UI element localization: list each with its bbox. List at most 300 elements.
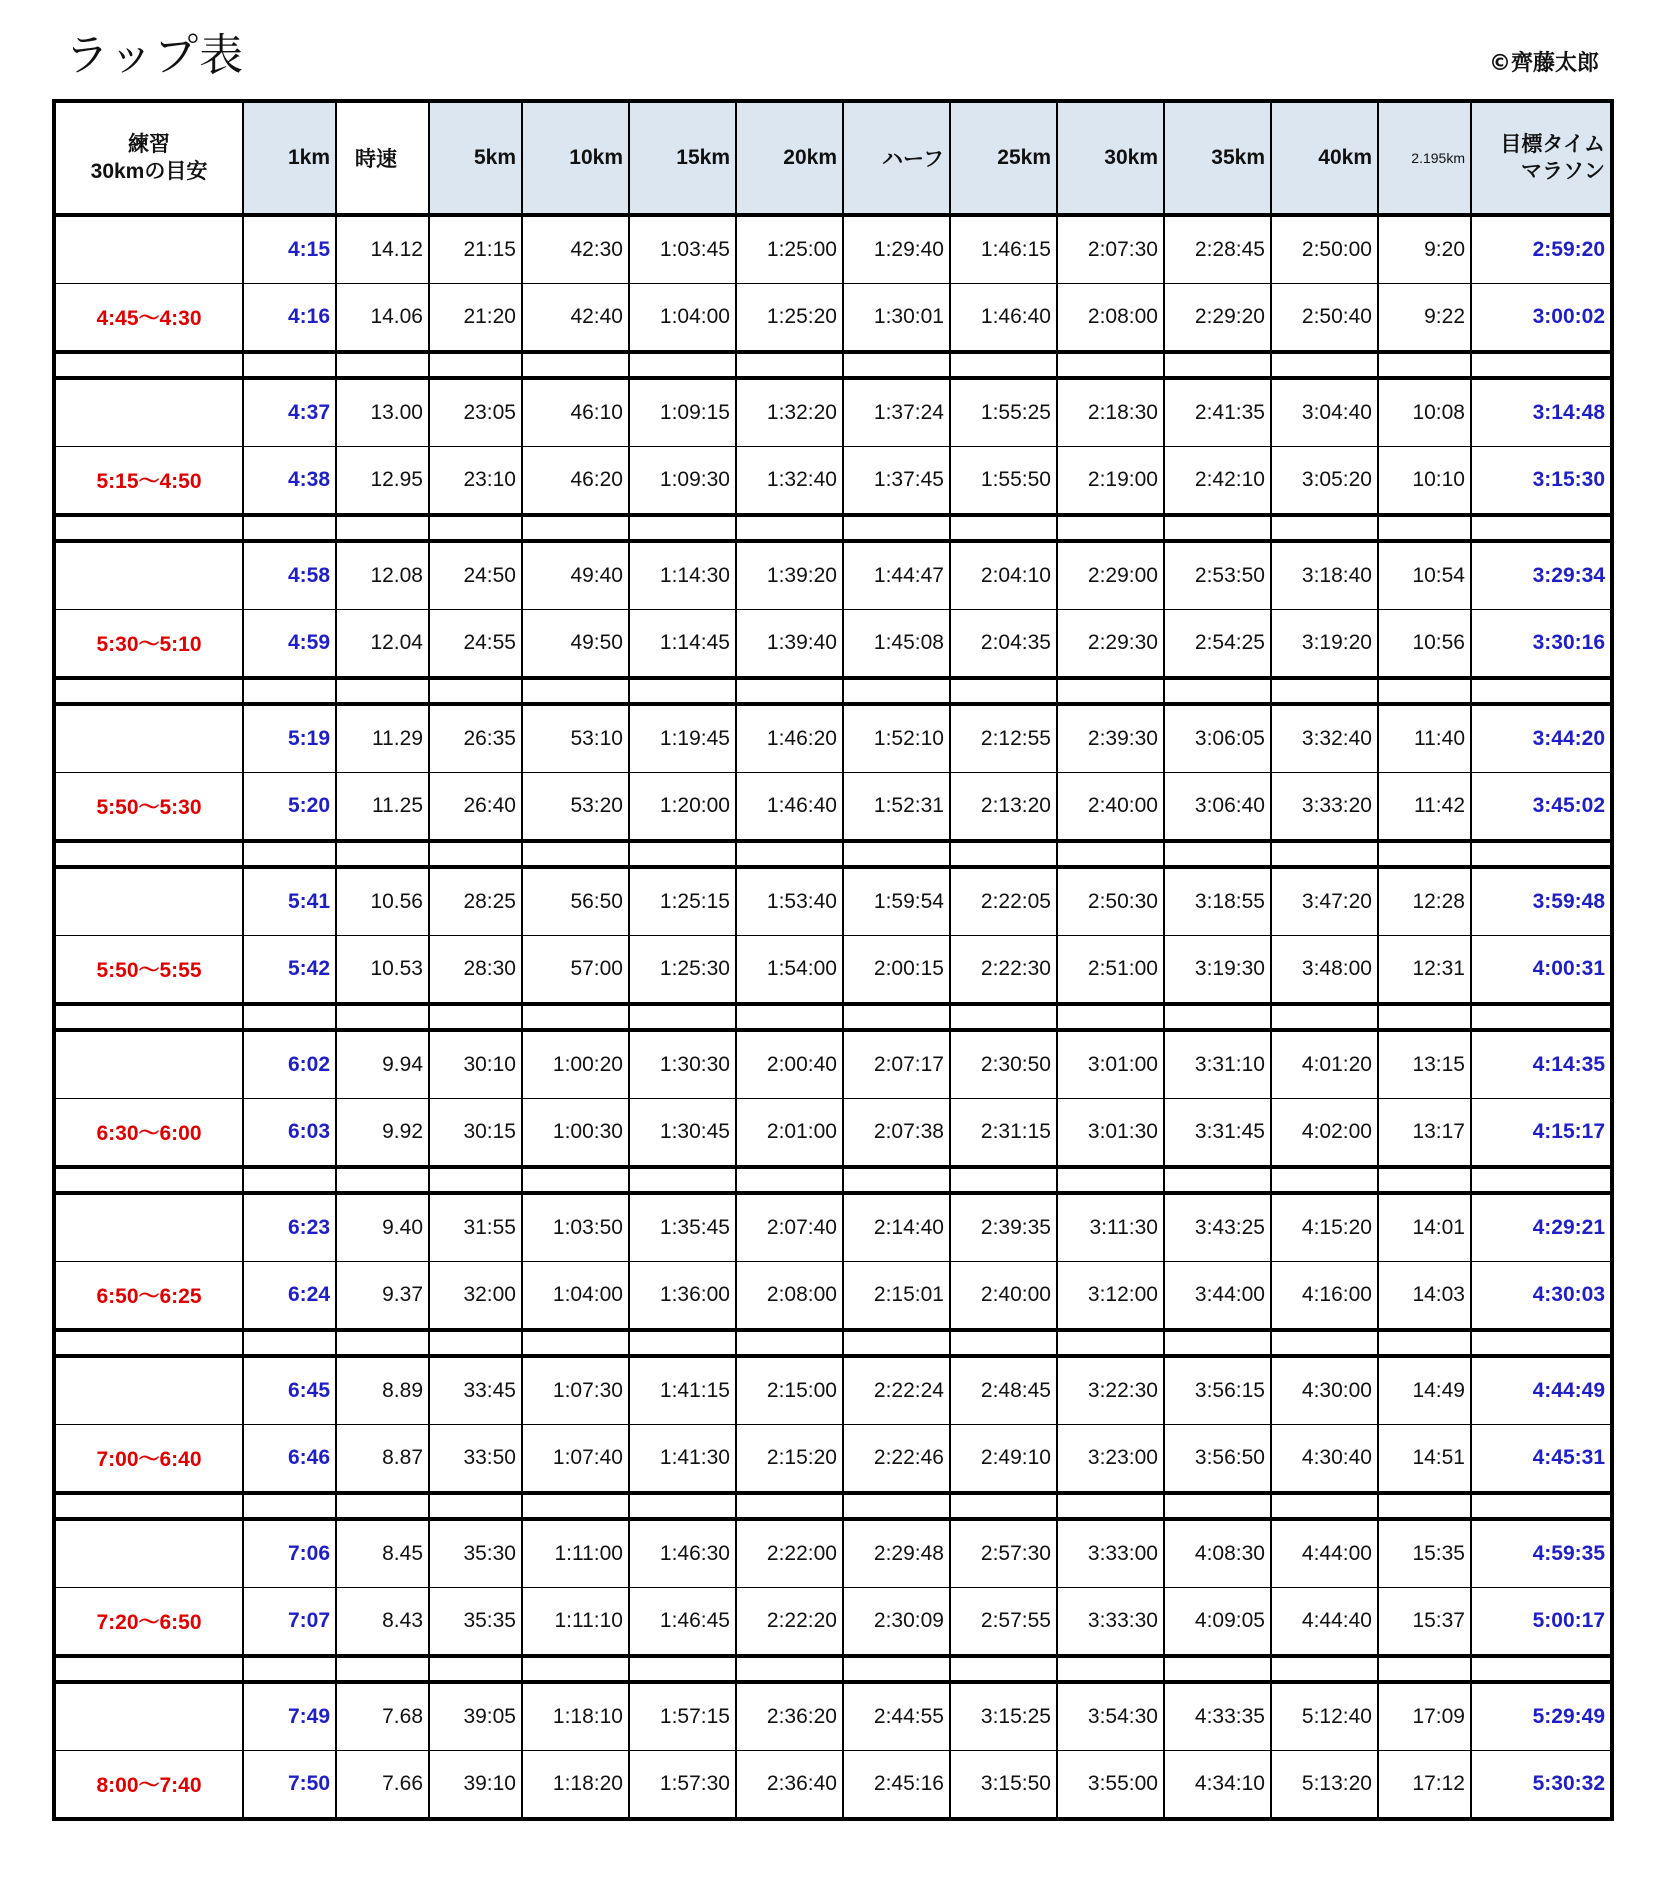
- separator-cell: [54, 678, 243, 704]
- table-row: [54, 1099, 1612, 1168]
- half-cell: 2:44:55: [843, 1682, 950, 1751]
- 5km-cell: 21:20: [429, 284, 522, 353]
- separator-cell: [54, 515, 243, 541]
- 5km-cell: 35:30: [429, 1519, 522, 1588]
- speed-cell: 9.92: [336, 1099, 429, 1168]
- half-cell: 1:44:47: [843, 541, 950, 610]
- separator-cell: [843, 352, 950, 378]
- 1km-pace-cell: 6:23: [243, 1193, 336, 1262]
- separator-cell: [1057, 515, 1164, 541]
- 20km-cell: 2:22:00: [736, 1519, 843, 1588]
- group-separator: [54, 1167, 1612, 1193]
- separator-cell: [54, 841, 243, 867]
- 5km-cell: 26:35: [429, 704, 522, 773]
- 25km-cell: 2:57:55: [950, 1588, 1057, 1657]
- 30km-cell: 3:22:30: [1057, 1356, 1164, 1425]
- separator-cell: [336, 1167, 429, 1193]
- last-2195km-cell: 10:54: [1378, 541, 1471, 610]
- speed-cell: 7.66: [336, 1751, 429, 1820]
- speed-cell: 9.37: [336, 1262, 429, 1331]
- table-row: [54, 773, 1612, 842]
- table-row: [54, 284, 1612, 353]
- goal-time-cell: 4:44:49: [1471, 1356, 1612, 1425]
- 25km-cell: 1:46:15: [950, 215, 1057, 284]
- 5km-cell: 39:05: [429, 1682, 522, 1751]
- 10km-cell: 1:04:00: [522, 1262, 629, 1331]
- separator-cell: [243, 1004, 336, 1030]
- 10km-cell: 1:07:30: [522, 1356, 629, 1425]
- 15km-cell: 1:25:30: [629, 936, 736, 1005]
- 20km-cell: 1:54:00: [736, 936, 843, 1005]
- separator-cell: [1378, 1656, 1471, 1682]
- 20km-cell: 2:00:40: [736, 1030, 843, 1099]
- 40km-cell: 3:19:20: [1271, 610, 1378, 679]
- speed-cell: 8.89: [336, 1356, 429, 1425]
- half-cell: 2:07:17: [843, 1030, 950, 1099]
- separator-cell: [429, 1330, 522, 1356]
- half-cell: 1:37:24: [843, 378, 950, 447]
- last-2195km-cell: 14:01: [1378, 1193, 1471, 1262]
- last-2195km-cell: 12:28: [1378, 867, 1471, 936]
- separator-cell: [54, 1493, 243, 1519]
- 1km-pace-cell: 4:38: [243, 447, 336, 516]
- separator-cell: [429, 841, 522, 867]
- separator-cell: [429, 1167, 522, 1193]
- separator-cell: [1164, 841, 1271, 867]
- separator-cell: [1164, 678, 1271, 704]
- separator-cell: [429, 515, 522, 541]
- 15km-cell: 1:30:45: [629, 1099, 736, 1168]
- 35km-cell: 4:33:35: [1164, 1682, 1271, 1751]
- copyright: ©齊藤太郎: [1488, 51, 1599, 76]
- separator-cell: [429, 1004, 522, 1030]
- separator-cell: [950, 1656, 1057, 1682]
- table-row: [54, 610, 1612, 679]
- separator-cell: [736, 515, 843, 541]
- 30km-cell: 2:08:00: [1057, 284, 1164, 353]
- 30km-cell: 3:33:00: [1057, 1519, 1164, 1588]
- 40km-cell: 2:50:40: [1271, 284, 1378, 353]
- 1km-pace-cell: 7:50: [243, 1751, 336, 1820]
- separator-cell: [629, 1493, 736, 1519]
- separator-cell: [336, 1330, 429, 1356]
- 20km-cell: 2:36:20: [736, 1682, 843, 1751]
- separator-cell: [429, 678, 522, 704]
- speed-cell: 8.87: [336, 1425, 429, 1494]
- separator-cell: [54, 1167, 243, 1193]
- separator-cell: [522, 1004, 629, 1030]
- goal-time-cell: 4:15:17: [1471, 1099, 1612, 1168]
- 30km-cell: 2:29:00: [1057, 541, 1164, 610]
- practice-guide-cell: [54, 541, 243, 610]
- speed-cell: 10.53: [336, 936, 429, 1005]
- last-2195km-cell: 10:08: [1378, 378, 1471, 447]
- 10km-cell: 57:00: [522, 936, 629, 1005]
- separator-cell: [1057, 352, 1164, 378]
- separator-cell: [629, 1656, 736, 1682]
- half-cell: 1:59:54: [843, 867, 950, 936]
- half-cell: 2:07:38: [843, 1099, 950, 1168]
- separator-cell: [629, 1167, 736, 1193]
- separator-cell: [1164, 352, 1271, 378]
- 1km-pace-cell: 5:20: [243, 773, 336, 842]
- separator-cell: [336, 515, 429, 541]
- half-cell: 2:45:16: [843, 1751, 950, 1820]
- header-1km: 1km: [243, 101, 336, 215]
- 15km-cell: 1:04:00: [629, 284, 736, 353]
- goal-time-cell: 3:44:20: [1471, 704, 1612, 773]
- 5km-cell: 33:50: [429, 1425, 522, 1494]
- 20km-cell: 1:25:00: [736, 215, 843, 284]
- half-cell: 1:29:40: [843, 215, 950, 284]
- header-practice-guide: [54, 101, 243, 215]
- speed-cell: 8.45: [336, 1519, 429, 1588]
- 1km-pace-cell: 6:02: [243, 1030, 336, 1099]
- practice-guide-cell: [54, 1519, 243, 1588]
- 1km-pace-cell: 5:19: [243, 704, 336, 773]
- header-goal-line1: 目標タイム: [1500, 132, 1605, 156]
- last-2195km-cell: 17:09: [1378, 1682, 1471, 1751]
- 10km-cell: 53:20: [522, 773, 629, 842]
- 25km-cell: 2:48:45: [950, 1356, 1057, 1425]
- 25km-cell: 1:55:50: [950, 447, 1057, 516]
- practice-guide-cell: [54, 867, 243, 936]
- separator-cell: [429, 1656, 522, 1682]
- practice-guide-cell: 6:50～6:25: [54, 1262, 243, 1331]
- 40km-cell: 4:30:00: [1271, 1356, 1378, 1425]
- practice-guide-cell: 4:45～4:30: [54, 284, 243, 353]
- separator-cell: [1471, 1493, 1612, 1519]
- 35km-cell: 2:28:45: [1164, 215, 1271, 284]
- 1km-pace-cell: 6:45: [243, 1356, 336, 1425]
- last-2195km-cell: 13:17: [1378, 1099, 1471, 1168]
- table-row: [54, 447, 1612, 516]
- speed-cell: 12.95: [336, 447, 429, 516]
- practice-guide-cell: [54, 1030, 243, 1099]
- speed-cell: 14.12: [336, 215, 429, 284]
- table-row: [54, 1030, 1612, 1099]
- 15km-cell: 1:03:45: [629, 215, 736, 284]
- separator-cell: [843, 678, 950, 704]
- goal-time-cell: 5:30:32: [1471, 1751, 1612, 1820]
- 30km-cell: 3:01:00: [1057, 1030, 1164, 1099]
- goal-time-cell: 3:29:34: [1471, 541, 1612, 610]
- 10km-cell: 1:11:10: [522, 1588, 629, 1657]
- 40km-cell: 2:50:00: [1271, 215, 1378, 284]
- 40km-cell: 3:04:40: [1271, 378, 1378, 447]
- 35km-cell: 3:31:45: [1164, 1099, 1271, 1168]
- goal-time-cell: 4:59:35: [1471, 1519, 1612, 1588]
- 30km-cell: 2:50:30: [1057, 867, 1164, 936]
- 30km-cell: 3:55:00: [1057, 1751, 1164, 1820]
- 10km-cell: 1:18:20: [522, 1751, 629, 1820]
- 35km-cell: 4:34:10: [1164, 1751, 1271, 1820]
- 40km-cell: 4:16:00: [1271, 1262, 1378, 1331]
- speed-cell: 8.43: [336, 1588, 429, 1657]
- speed-cell: 12.04: [336, 610, 429, 679]
- 5km-cell: 23:05: [429, 378, 522, 447]
- last-2195km-cell: 17:12: [1378, 1751, 1471, 1820]
- goal-time-cell: 4:14:35: [1471, 1030, 1612, 1099]
- 20km-cell: 1:46:20: [736, 704, 843, 773]
- separator-cell: [950, 1167, 1057, 1193]
- separator-cell: [736, 1493, 843, 1519]
- 1km-pace-cell: 5:42: [243, 936, 336, 1005]
- header-20km: 20km: [736, 101, 843, 215]
- separator-cell: [243, 515, 336, 541]
- goal-time-cell: 5:29:49: [1471, 1682, 1612, 1751]
- 5km-cell: 21:15: [429, 215, 522, 284]
- separator-cell: [629, 1004, 736, 1030]
- separator-cell: [1271, 1493, 1378, 1519]
- 20km-cell: 1:32:40: [736, 447, 843, 516]
- separator-cell: [1271, 841, 1378, 867]
- 30km-cell: 3:12:00: [1057, 1262, 1164, 1331]
- 15km-cell: 1:57:30: [629, 1751, 736, 1820]
- 35km-cell: 3:56:15: [1164, 1356, 1271, 1425]
- 30km-cell: 2:29:30: [1057, 610, 1164, 679]
- group-separator: [54, 841, 1612, 867]
- 15km-cell: 1:36:00: [629, 1262, 736, 1331]
- last-2195km-cell: 9:20: [1378, 215, 1471, 284]
- group-separator: [54, 352, 1612, 378]
- table-row: [54, 378, 1612, 447]
- separator-cell: [843, 1004, 950, 1030]
- practice-guide-cell: 7:00～6:40: [54, 1425, 243, 1494]
- 5km-cell: 28:30: [429, 936, 522, 1005]
- 40km-cell: 4:44:00: [1271, 1519, 1378, 1588]
- 40km-cell: 4:30:40: [1271, 1425, 1378, 1494]
- 5km-cell: 24:50: [429, 541, 522, 610]
- header-speed: 時速: [336, 101, 429, 215]
- last-2195km-cell: 11:42: [1378, 773, 1471, 842]
- separator-cell: [950, 352, 1057, 378]
- separator-cell: [336, 678, 429, 704]
- practice-guide-cell: 5:30～5:10: [54, 610, 243, 679]
- 10km-cell: 1:07:40: [522, 1425, 629, 1494]
- 25km-cell: 2:39:35: [950, 1193, 1057, 1262]
- 15km-cell: 1:41:15: [629, 1356, 736, 1425]
- separator-cell: [1471, 678, 1612, 704]
- 40km-cell: 3:47:20: [1271, 867, 1378, 936]
- 20km-cell: 2:36:40: [736, 1751, 843, 1820]
- separator-cell: [336, 1656, 429, 1682]
- 10km-cell: 1:00:20: [522, 1030, 629, 1099]
- 25km-cell: 2:04:10: [950, 541, 1057, 610]
- separator-cell: [54, 1330, 243, 1356]
- 40km-cell: 3:05:20: [1271, 447, 1378, 516]
- separator-cell: [522, 1330, 629, 1356]
- 40km-cell: 4:15:20: [1271, 1193, 1378, 1262]
- separator-cell: [1271, 1004, 1378, 1030]
- group-separator: [54, 515, 1612, 541]
- 10km-cell: 42:30: [522, 215, 629, 284]
- practice-guide-cell: [54, 1193, 243, 1262]
- 40km-cell: 3:32:40: [1271, 704, 1378, 773]
- table-row: [54, 1356, 1612, 1425]
- last-2195km-cell: 10:10: [1378, 447, 1471, 516]
- header-5km: 5km: [429, 101, 522, 215]
- 1km-pace-cell: 6:46: [243, 1425, 336, 1494]
- 35km-cell: 3:56:50: [1164, 1425, 1271, 1494]
- speed-cell: 7.68: [336, 1682, 429, 1751]
- separator-cell: [736, 678, 843, 704]
- separator-cell: [629, 841, 736, 867]
- table-row: [54, 1588, 1612, 1657]
- separator-cell: [1271, 1330, 1378, 1356]
- 25km-cell: 3:15:50: [950, 1751, 1057, 1820]
- separator-cell: [950, 678, 1057, 704]
- separator-cell: [243, 1493, 336, 1519]
- separator-cell: [522, 352, 629, 378]
- table-body: [54, 215, 1612, 1819]
- separator-cell: [1271, 515, 1378, 541]
- goal-time-cell: 3:15:30: [1471, 447, 1612, 516]
- 15km-cell: 1:19:45: [629, 704, 736, 773]
- last-2195km-cell: 9:22: [1378, 284, 1471, 353]
- header-15km: 15km: [629, 101, 736, 215]
- separator-cell: [629, 352, 736, 378]
- separator-cell: [950, 1004, 1057, 1030]
- separator-cell: [1057, 1004, 1164, 1030]
- goal-time-cell: 3:59:48: [1471, 867, 1612, 936]
- separator-cell: [522, 678, 629, 704]
- table-row: [54, 1262, 1612, 1331]
- 15km-cell: 1:41:30: [629, 1425, 736, 1494]
- 35km-cell: 4:08:30: [1164, 1519, 1271, 1588]
- goal-time-cell: 2:59:20: [1471, 215, 1612, 284]
- half-cell: 1:30:01: [843, 284, 950, 353]
- half-cell: 2:29:48: [843, 1519, 950, 1588]
- 10km-cell: 49:40: [522, 541, 629, 610]
- 10km-cell: 1:03:50: [522, 1193, 629, 1262]
- separator-cell: [950, 515, 1057, 541]
- 1km-pace-cell: 7:07: [243, 1588, 336, 1657]
- half-cell: 2:00:15: [843, 936, 950, 1005]
- separator-cell: [629, 515, 736, 541]
- header-40km: 40km: [1271, 101, 1378, 215]
- 25km-cell: 2:13:20: [950, 773, 1057, 842]
- group-separator: [54, 1493, 1612, 1519]
- 35km-cell: 3:06:05: [1164, 704, 1271, 773]
- separator-cell: [1378, 1167, 1471, 1193]
- last-2195km-cell: 11:40: [1378, 704, 1471, 773]
- 40km-cell: 4:44:40: [1271, 1588, 1378, 1657]
- separator-cell: [1164, 1493, 1271, 1519]
- goal-time-cell: 4:00:31: [1471, 936, 1612, 1005]
- table-row: [54, 215, 1612, 284]
- header-practice-line1: 練習: [128, 132, 170, 156]
- separator-cell: [336, 1004, 429, 1030]
- half-cell: 2:15:01: [843, 1262, 950, 1331]
- 5km-cell: 28:25: [429, 867, 522, 936]
- practice-guide-cell: 5:50～5:30: [54, 773, 243, 842]
- separator-cell: [1378, 678, 1471, 704]
- 15km-cell: 1:46:45: [629, 1588, 736, 1657]
- last-2195km-cell: 14:03: [1378, 1262, 1471, 1331]
- goal-time-cell: 3:14:48: [1471, 378, 1612, 447]
- 5km-cell: 23:10: [429, 447, 522, 516]
- 35km-cell: 2:42:10: [1164, 447, 1271, 516]
- table-row: [54, 1519, 1612, 1588]
- half-cell: 1:52:10: [843, 704, 950, 773]
- practice-guide-cell: 5:50～5:55: [54, 936, 243, 1005]
- separator-cell: [54, 1004, 243, 1030]
- 1km-pace-cell: 6:03: [243, 1099, 336, 1168]
- 15km-cell: 1:57:15: [629, 1682, 736, 1751]
- speed-cell: 9.40: [336, 1193, 429, 1262]
- 35km-cell: 3:06:40: [1164, 773, 1271, 842]
- header-goal-time: [1471, 101, 1612, 215]
- speed-cell: 10.56: [336, 867, 429, 936]
- separator-cell: [1471, 352, 1612, 378]
- separator-cell: [522, 1493, 629, 1519]
- goal-time-cell: 4:30:03: [1471, 1262, 1612, 1331]
- speed-cell: 14.06: [336, 284, 429, 353]
- separator-cell: [522, 515, 629, 541]
- goal-time-cell: 4:45:31: [1471, 1425, 1612, 1494]
- 20km-cell: 1:25:20: [736, 284, 843, 353]
- separator-cell: [736, 841, 843, 867]
- 35km-cell: 2:29:20: [1164, 284, 1271, 353]
- 15km-cell: 1:14:30: [629, 541, 736, 610]
- speed-cell: 11.29: [336, 704, 429, 773]
- separator-cell: [1057, 1493, 1164, 1519]
- separator-cell: [1164, 515, 1271, 541]
- 5km-cell: 30:15: [429, 1099, 522, 1168]
- goal-time-cell: 3:00:02: [1471, 284, 1612, 353]
- 40km-cell: 5:12:40: [1271, 1682, 1378, 1751]
- 30km-cell: 3:54:30: [1057, 1682, 1164, 1751]
- 35km-cell: 3:44:00: [1164, 1262, 1271, 1331]
- 5km-cell: 33:45: [429, 1356, 522, 1425]
- 5km-cell: 35:35: [429, 1588, 522, 1657]
- 25km-cell: 1:46:40: [950, 284, 1057, 353]
- 15km-cell: 1:46:30: [629, 1519, 736, 1588]
- separator-cell: [843, 1656, 950, 1682]
- 1km-pace-cell: 4:15: [243, 215, 336, 284]
- separator-cell: [54, 1656, 243, 1682]
- half-cell: 1:37:45: [843, 447, 950, 516]
- half-cell: 2:22:24: [843, 1356, 950, 1425]
- 1km-pace-cell: 5:41: [243, 867, 336, 936]
- 20km-cell: 1:39:20: [736, 541, 843, 610]
- 35km-cell: 2:41:35: [1164, 378, 1271, 447]
- 20km-cell: 1:53:40: [736, 867, 843, 936]
- separator-cell: [1164, 1330, 1271, 1356]
- separator-cell: [1378, 1330, 1471, 1356]
- 30km-cell: 2:39:30: [1057, 704, 1164, 773]
- half-cell: 1:45:08: [843, 610, 950, 679]
- practice-guide-cell: 6:30～6:00: [54, 1099, 243, 1168]
- 1km-pace-cell: 4:59: [243, 610, 336, 679]
- 30km-cell: 2:18:30: [1057, 378, 1164, 447]
- header-goal-line2: マラソン: [1521, 160, 1605, 183]
- 35km-cell: 2:53:50: [1164, 541, 1271, 610]
- 10km-cell: 1:00:30: [522, 1099, 629, 1168]
- separator-cell: [429, 1493, 522, 1519]
- separator-cell: [1057, 678, 1164, 704]
- speed-cell: 12.08: [336, 541, 429, 610]
- separator-cell: [1471, 1004, 1612, 1030]
- separator-cell: [1271, 352, 1378, 378]
- separator-cell: [522, 1656, 629, 1682]
- 5km-cell: 32:00: [429, 1262, 522, 1331]
- page-title: ラップ表: [65, 30, 245, 81]
- last-2195km-cell: 14:49: [1378, 1356, 1471, 1425]
- table-row: [54, 1193, 1612, 1262]
- 35km-cell: 3:19:30: [1164, 936, 1271, 1005]
